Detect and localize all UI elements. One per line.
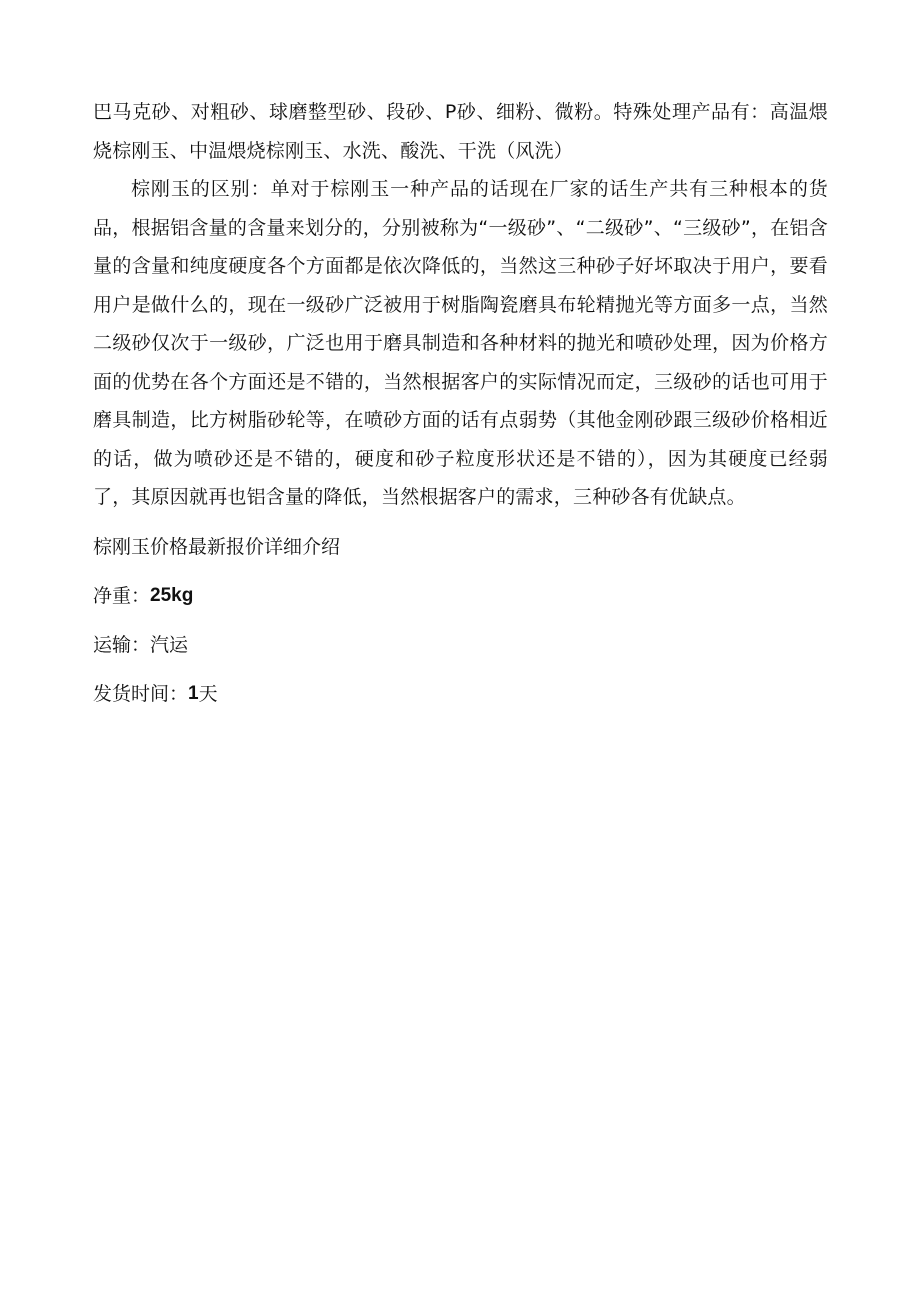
transport-value: 汽运 [150,634,189,656]
shipping-time-label: 发货时间： [93,683,189,705]
shipping-time-value: 1 [188,683,199,704]
net-weight-label: 净重： [93,585,151,607]
transport-line [93,621,828,670]
brown-corundum-difference-paragraph: 棕刚玉的区别：单对于棕刚玉一种产品的话现在厂家的话生产共有三种根本的货品，根据铝含量的含量来划分的，分别被称为“一级砂”、“二级砂”、“三级砂”，在铝含量的含量和纯度硬度各个方面都是依次降低的，当然这三种砂子好坏取决于用户，要看用户是做什么的，现在一级砂广泛被用于树脂陶瓷磨具布轮精抛光等方面多一点，当然二级砂仅次于一级砂，广泛也用于磨具制造和各种材料的抛光和喷砂处理，因为价格方面的优势在各个方面还是不错的，当然根据客户的实际情况而定，三级砂的话也可用于磨具制造，比方树脂砂轮等，在喷砂方面的话有点弱势（其他金刚砂跟三级砂价格相近的话，做为喷砂还是不错的，硬度和砂子粒度形状还是不错的），因为其硬度已经弱了，其原因就再也铝含量的降低，当然根据客户的需求，三种砂各有优缺点。 [93,178,828,508]
net-weight-value: 25kg [150,585,194,606]
price-intro-heading: 棕刚玉价格最新报价详细介绍 [93,536,341,558]
shipping-time-unit: 天 [198,683,218,705]
shipping-time-line [93,670,828,719]
transport-label: 运输： [93,634,151,656]
document-body [93,93,828,719]
product-list-paragraph: 巴马克砂、对粗砂、球磨整型砂、段砂、P砂、细粉、微粉。特殊处理产品有：高温煨烧棕刚玉、中温煨烧棕刚玉、水洗、酸洗、干洗（风洗） [93,101,828,162]
net-weight-line [93,572,828,621]
